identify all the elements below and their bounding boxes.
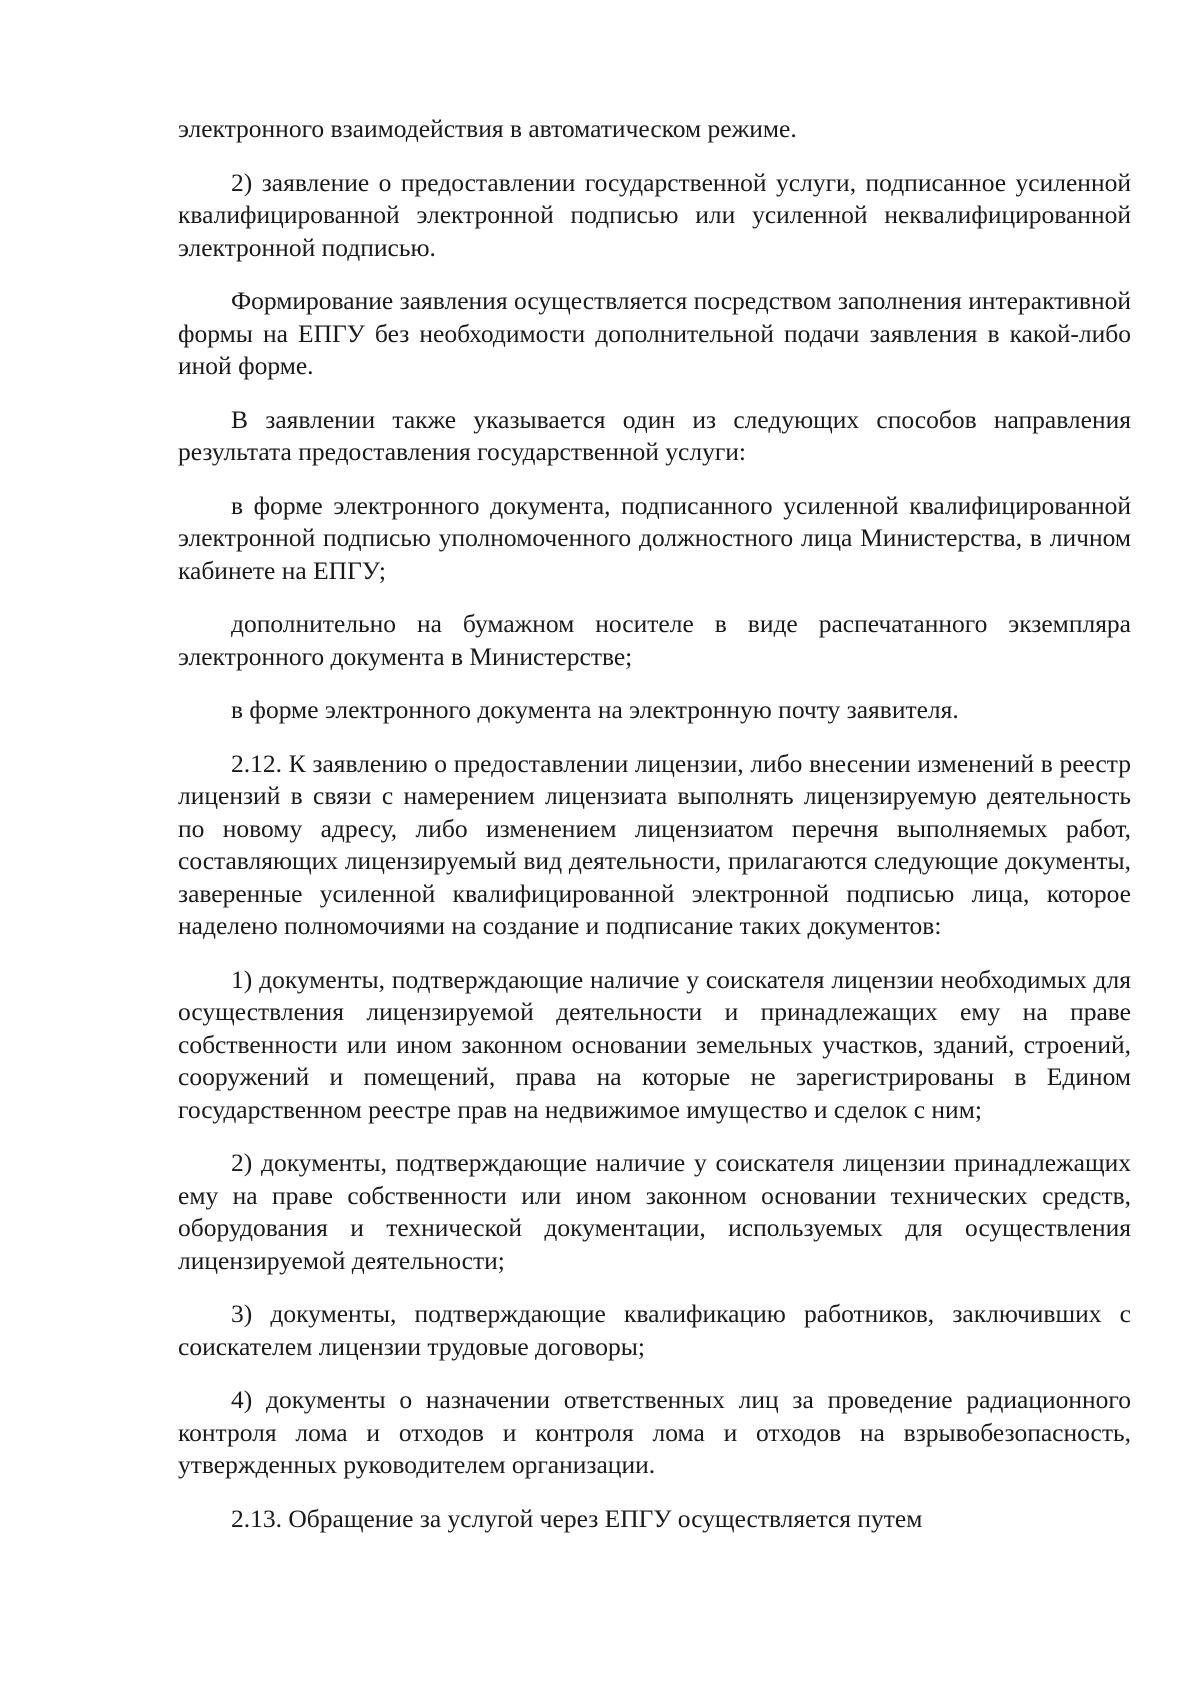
paragraph-doc-item-2: 2) документы, подтверждающие наличие у соискателя лицензии принадлежащих ему на праве собственности или ином законном основании технических средств, оборудования и технической документации, используемых для осуществления лицензируемой деятельности; bbox=[178, 1148, 1131, 1275]
paragraph-section-2-12: 2.12. К заявлению о предоставлении лицензии, либо внесении изменений в реестр лицензий в связи с намерением лицензиата выполнять лицензируемую деятельность по новому адресу, либо изменением лицензиатом перечня выполняемых работ, составляющих лицензируемый вид деятельности, прилагаются следующие документы, заверенные усиленной квалифицированной электронной подписью лица, которое наделено полномочиями на создание и подписание таких документов: bbox=[178, 748, 1131, 940]
paragraph-doc-item-3: 3) документы, подтверждающие квалификацию работников, заключивших с соискателем лицензии трудовые договоры; bbox=[178, 1299, 1131, 1361]
paragraph-method-paper: дополнительно на бумажном носителе в виде распечатанного экземпляра электронного документа в Министерстве; bbox=[178, 609, 1131, 671]
paragraph-doc-item-1: 1) документы, подтверждающие наличие у соискателя лицензии необходимых для осуществления лицензируемой деятельности и принадлежащих ему на праве собственности или ином законном основании земельных участков, зданий, строений, сооружений и помещений, права на которые не зарегистрированы в Едином государственном реестре прав на недвижимое имущество и сделок с ним; bbox=[178, 964, 1131, 1124]
document-body bbox=[178, 113, 1131, 1535]
paragraph-method-personal-cabinet: в форме электронного документа, подписанного усиленной квалифицированной электронной подписью уполномоченного должностного лица Министерства, в личном кабинете на ЕПГУ; bbox=[178, 490, 1131, 585]
paragraph-result-delivery-methods: В заявлении также указывается один из следующих способов направления результата предоставления государственной услуги: bbox=[178, 404, 1131, 466]
paragraph-form-formation: Формирование заявления осуществляется посредством заполнения интерактивной формы на ЕПГУ без необходимости дополнительной подачи заявления в какой-либо иной форме. bbox=[178, 286, 1131, 380]
paragraph-method-email: в форме электронного документа на электронную почту заявителя. bbox=[231, 695, 959, 724]
paragraph-continuation: электронного взаимодействия в автоматическом режиме. bbox=[178, 114, 797, 143]
paragraph-doc-item-4: 4) документы о назначении ответственных лиц за проведение радиационного контроля лома и отходов и контроля лома и отходов на взрывобезопасность, утвержденных руководителем организации. bbox=[178, 1385, 1131, 1479]
paragraph-section-2-13: 2.13. Обращение за услугой через ЕПГУ осуществляется путем bbox=[231, 1503, 923, 1533]
paragraph-item-2-application: 2) заявление о предоставлении государственной услуги, подписанное усиленной квалифицированной электронной подписью или усиленной неквалифицированной электронной подписью. bbox=[178, 167, 1131, 262]
